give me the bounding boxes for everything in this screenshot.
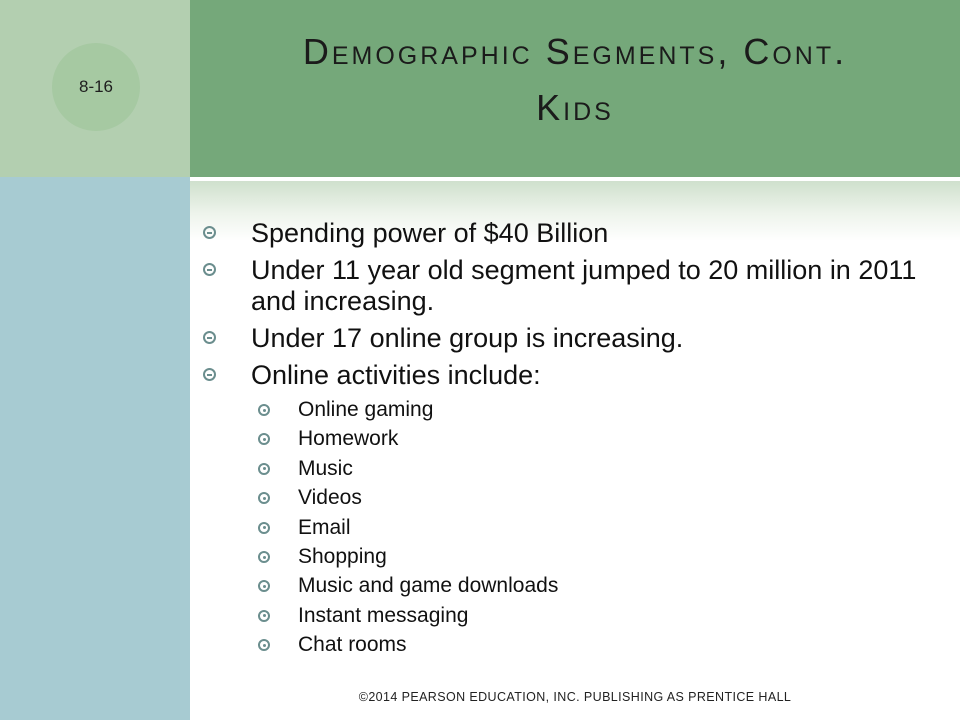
sub-bullet-text: Online gaming [298,398,434,421]
sub-bullet-item [203,601,943,630]
sub-bullet-item [203,424,943,453]
sub-bullet-text: Chat rooms [298,633,407,657]
slide-title [190,24,960,136]
circle-bullet-icon [203,331,216,344]
bullet-text: Spending power of $40 Billion [251,218,609,248]
dot-bullet-icon [258,580,270,592]
bullet-text: Online activities include: [251,360,541,390]
circle-bullet-icon [203,263,216,276]
bullet-item [203,323,943,354]
bullet-item [203,360,943,391]
dot-bullet-icon [258,404,270,416]
sub-bullet-item [203,571,943,600]
copyright-footer: ©2014 PEARSON EDUCATION, INC. PUBLISHING AS PRENTICE HALL [358,690,792,704]
sub-bullet-text: Shopping [298,545,387,569]
sub-bullet-item [203,395,943,424]
bullet-text: Under 17 online group is increasing. [251,323,684,353]
sub-bullet-item [203,630,943,659]
slide-number: 8-16 [78,77,114,96]
sub-bullet-item [203,542,943,571]
sidebar-bottom-panel [0,177,190,720]
sub-bullet-text: Instant messaging [298,603,469,627]
dot-bullet-icon [258,433,270,445]
sub-bullet-text: Videos [298,486,362,510]
dot-bullet-icon [258,551,270,563]
circle-bullet-icon [203,226,216,239]
dot-bullet-icon [258,492,270,504]
sub-bullet-item [203,454,943,483]
dot-bullet-icon [258,522,270,534]
dot-bullet-icon [258,639,270,651]
dot-bullet-icon [258,463,270,475]
bullet-text: Under 11 year old segment jumped to 20 million in 2011 and increasing. [251,255,917,316]
circle-bullet-icon [203,368,216,381]
sub-bullet-text: Homework [298,427,399,451]
bullet-item [203,218,943,249]
sub-bullet-item [203,483,943,512]
sub-bullet-item [203,513,943,542]
slide-content [203,218,943,660]
sub-bullet-text: Music and game downloads [298,574,559,598]
sub-bullet-list [203,395,943,660]
dot-bullet-icon [258,610,270,622]
sub-bullet-text: Music [298,456,353,480]
sub-bullet-text: Email [298,515,351,539]
slide-title-line-2: Kids [536,87,614,128]
slide-title-line-1: Demographic Segments, Cont. [302,31,848,72]
bullet-item [203,255,943,317]
slide-number-badge [52,43,140,131]
